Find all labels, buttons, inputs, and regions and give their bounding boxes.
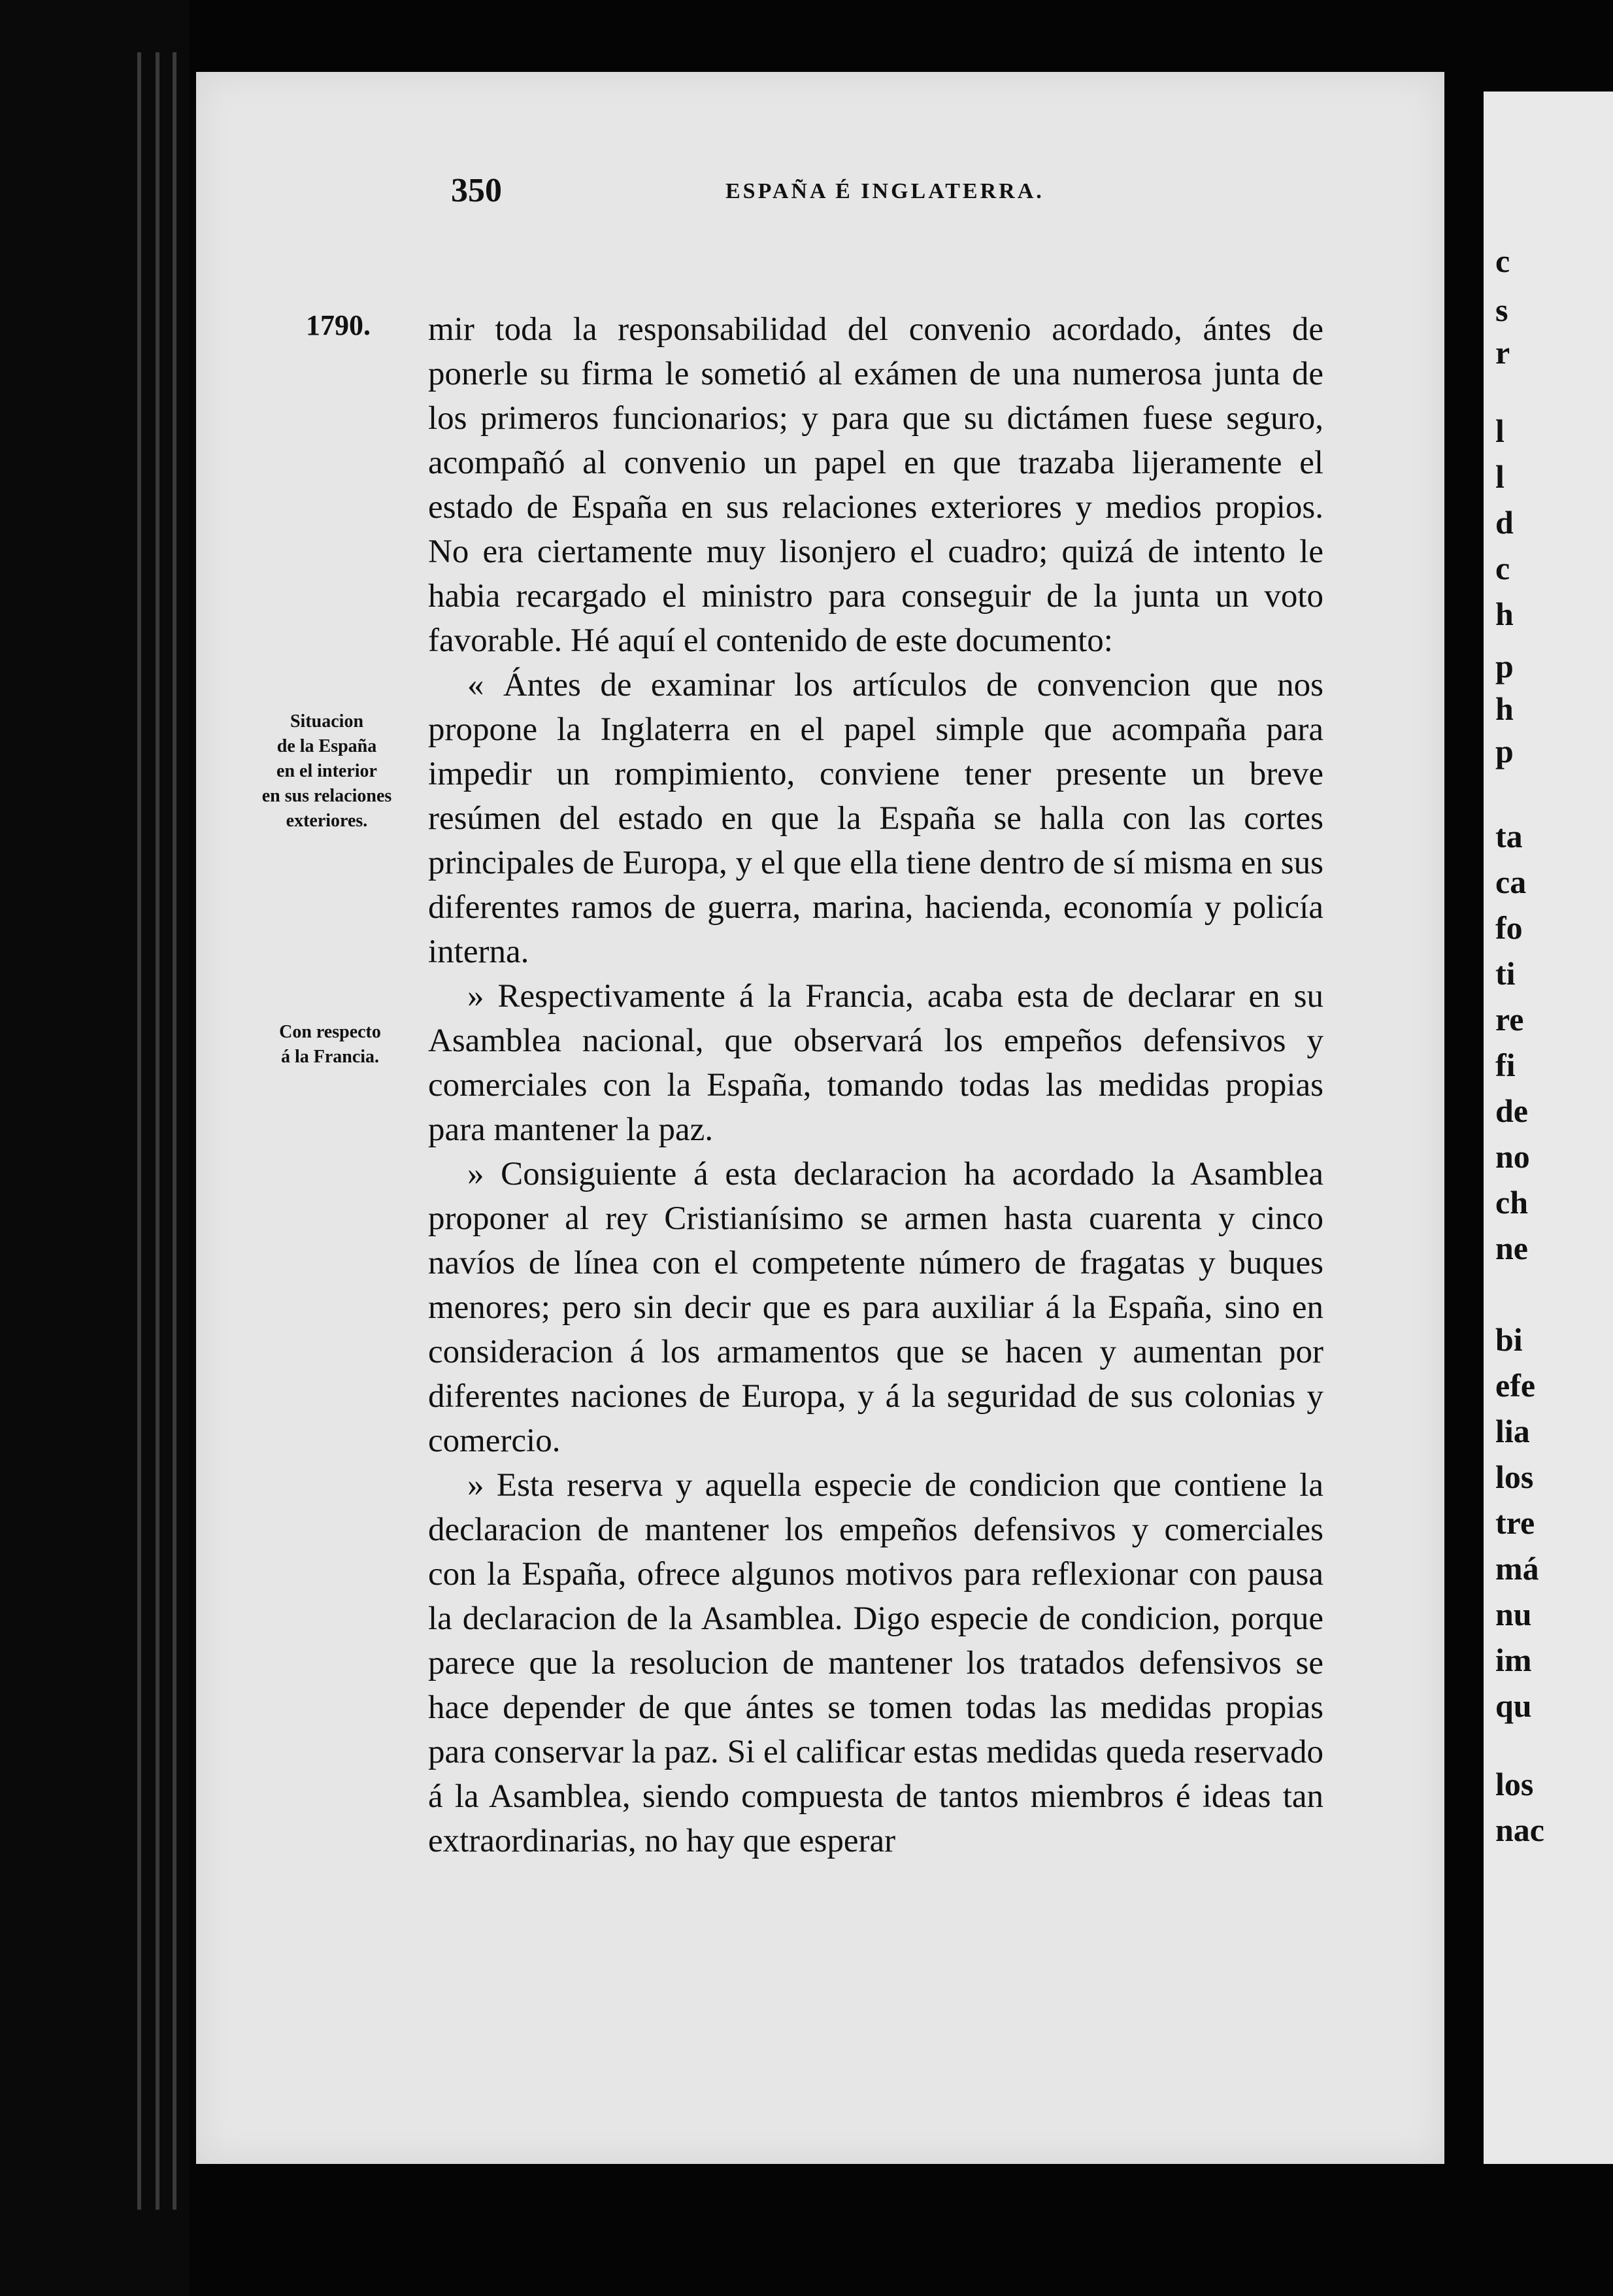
facing-page-fragment: h: [1495, 690, 1514, 727]
main-text: [428, 307, 1323, 1863]
facing-page-fragment: má: [1495, 1550, 1539, 1587]
paragraph-continuation: mir toda la responsabilidad del convenio acordado, ántes de ponerle su firma le sometió al exámen de una numerosa junta de los primeros funcionarios; y para que su dictámen fuese seguro, acompañó al convenio un papel en que trazaba lijeramente el estado de España en sus relaciones exteriores y medios propios. No era ciertamente muy lisonjero el cuadro; quizá de intento le habia recargado el ministro para conseguir de la junta un voto favorable. Hé aquí el contenido de este documento:: [428, 311, 1323, 659]
facing-page-fragment: ne: [1495, 1230, 1528, 1266]
paragraph-reserva: » Esta reserva y aquella especie de condicion que contiene la declaracion de mantener los empeños defensivos y comerciales con la España, ofrece algunos motivos para reflexionar con pausa la declaracion de la Asamblea. Digo especie de condicion, porque parece que la resolucion de mantener los tratados defensivos se hace depender de que ántes se tomen todas las medidas propias para conservar la paz. Si el calificar estas medidas queda reservado á la Asamblea, siendo compuesta de tantos miembros é ideas tan extraordinarias, no hay que esperar: [428, 1467, 1323, 1859]
margin-year: 1790.: [306, 309, 371, 341]
binding-edge-line: [156, 52, 159, 2210]
facing-page-fragment: ca: [1495, 864, 1527, 900]
facing-page-fragment: qu: [1495, 1687, 1532, 1724]
margin-note-line: Situacion: [290, 711, 364, 732]
binding-edge-line: [173, 52, 176, 2210]
facing-page-fragment: c: [1495, 550, 1510, 586]
facing-page-fragment: los: [1495, 1459, 1534, 1495]
facing-page-fragment: fo: [1495, 909, 1523, 946]
facing-page-fragment: ta: [1495, 818, 1523, 854]
margin-note-line: en sus relaciones: [261, 786, 392, 806]
margin-note-line: Con respecto: [279, 1022, 381, 1042]
margin-note-line: exteriores.: [286, 811, 368, 831]
facing-page-fragment: bi: [1495, 1321, 1523, 1358]
facing-page-fragment: nu: [1495, 1596, 1532, 1632]
facing-page-fragment: no: [1495, 1138, 1530, 1175]
margin-note-francia: [255, 1020, 405, 1070]
margin-note-line: á la Francia.: [280, 1047, 380, 1067]
binding-edge-line: [137, 52, 141, 2210]
running-head: [255, 171, 1327, 217]
facing-page-fragment: ti: [1495, 955, 1516, 992]
paragraph-francia: » Respectivamente á la Francia, acaba esta de declarar en su Asamblea nacional, que observará los empeños defensivos y comerciales con la España, tomando todas las medidas propias para mantener la paz.: [428, 978, 1323, 1148]
facing-page-fragment: h: [1495, 596, 1514, 632]
facing-page-fragment: d: [1495, 504, 1514, 541]
facing-page-fragment: los: [1495, 1766, 1534, 1802]
facing-page-fragment: re: [1495, 1001, 1524, 1038]
facing-page-fragment: ch: [1495, 1184, 1528, 1221]
margin-note-line: de la España: [276, 736, 377, 756]
facing-page-fragment: c: [1495, 243, 1510, 279]
margin-note-line: en el interior: [276, 761, 377, 781]
facing-page-fragment: s: [1495, 292, 1508, 328]
adjacent-page-edge: [1484, 92, 1613, 2164]
facing-page-fragment: l: [1495, 458, 1505, 495]
facing-page-fragment: l: [1495, 413, 1505, 449]
running-title: ESPAÑA É INGLATERRA.: [725, 179, 1044, 203]
page-number: 350: [451, 172, 502, 209]
facing-page-fragment: p: [1495, 733, 1514, 769]
facing-page-fragment: nac: [1495, 1812, 1544, 1848]
margin-note-situacion: [252, 709, 402, 834]
paragraph-asamblea: » Consiguiente á esta declaracion ha acordado la Asamblea proponer al rey Cristianísimo se armen hasta cuarenta y cinco navíos de línea con el competente número de fragatas y buques menores; pero sin decir que es para auxiliar á la España, sino en consideracion á los armamentos que se hacen y aumentan por diferentes naciones de Europa, y á la seguridad de sus colonias y comercio.: [428, 1156, 1323, 1459]
facing-page-fragment: tre: [1495, 1504, 1535, 1541]
facing-page-fragment: de: [1495, 1092, 1528, 1129]
facing-page-fragment: efe: [1495, 1367, 1536, 1404]
facing-page-fragment: im: [1495, 1642, 1532, 1678]
facing-page-fragment: r: [1495, 334, 1510, 371]
facing-page-fragment: lia: [1495, 1413, 1530, 1449]
facing-page-fragment: fi: [1495, 1047, 1516, 1083]
book-binding: [0, 0, 190, 2296]
facing-page-fragment: p: [1495, 648, 1514, 684]
paragraph-antes: « Ántes de examinar los artículos de convencion que nos propone la Inglaterra en el papel simple que acompaña para impedir un rompimiento, conviene tener presente un breve resúmen del estado en que la España se halla con las cortes principales de Europa, y el que ella tiene dentro de sí misma en sus diferentes ramos de guerra, marina, hacienda, economía y policía interna.: [428, 667, 1323, 970]
